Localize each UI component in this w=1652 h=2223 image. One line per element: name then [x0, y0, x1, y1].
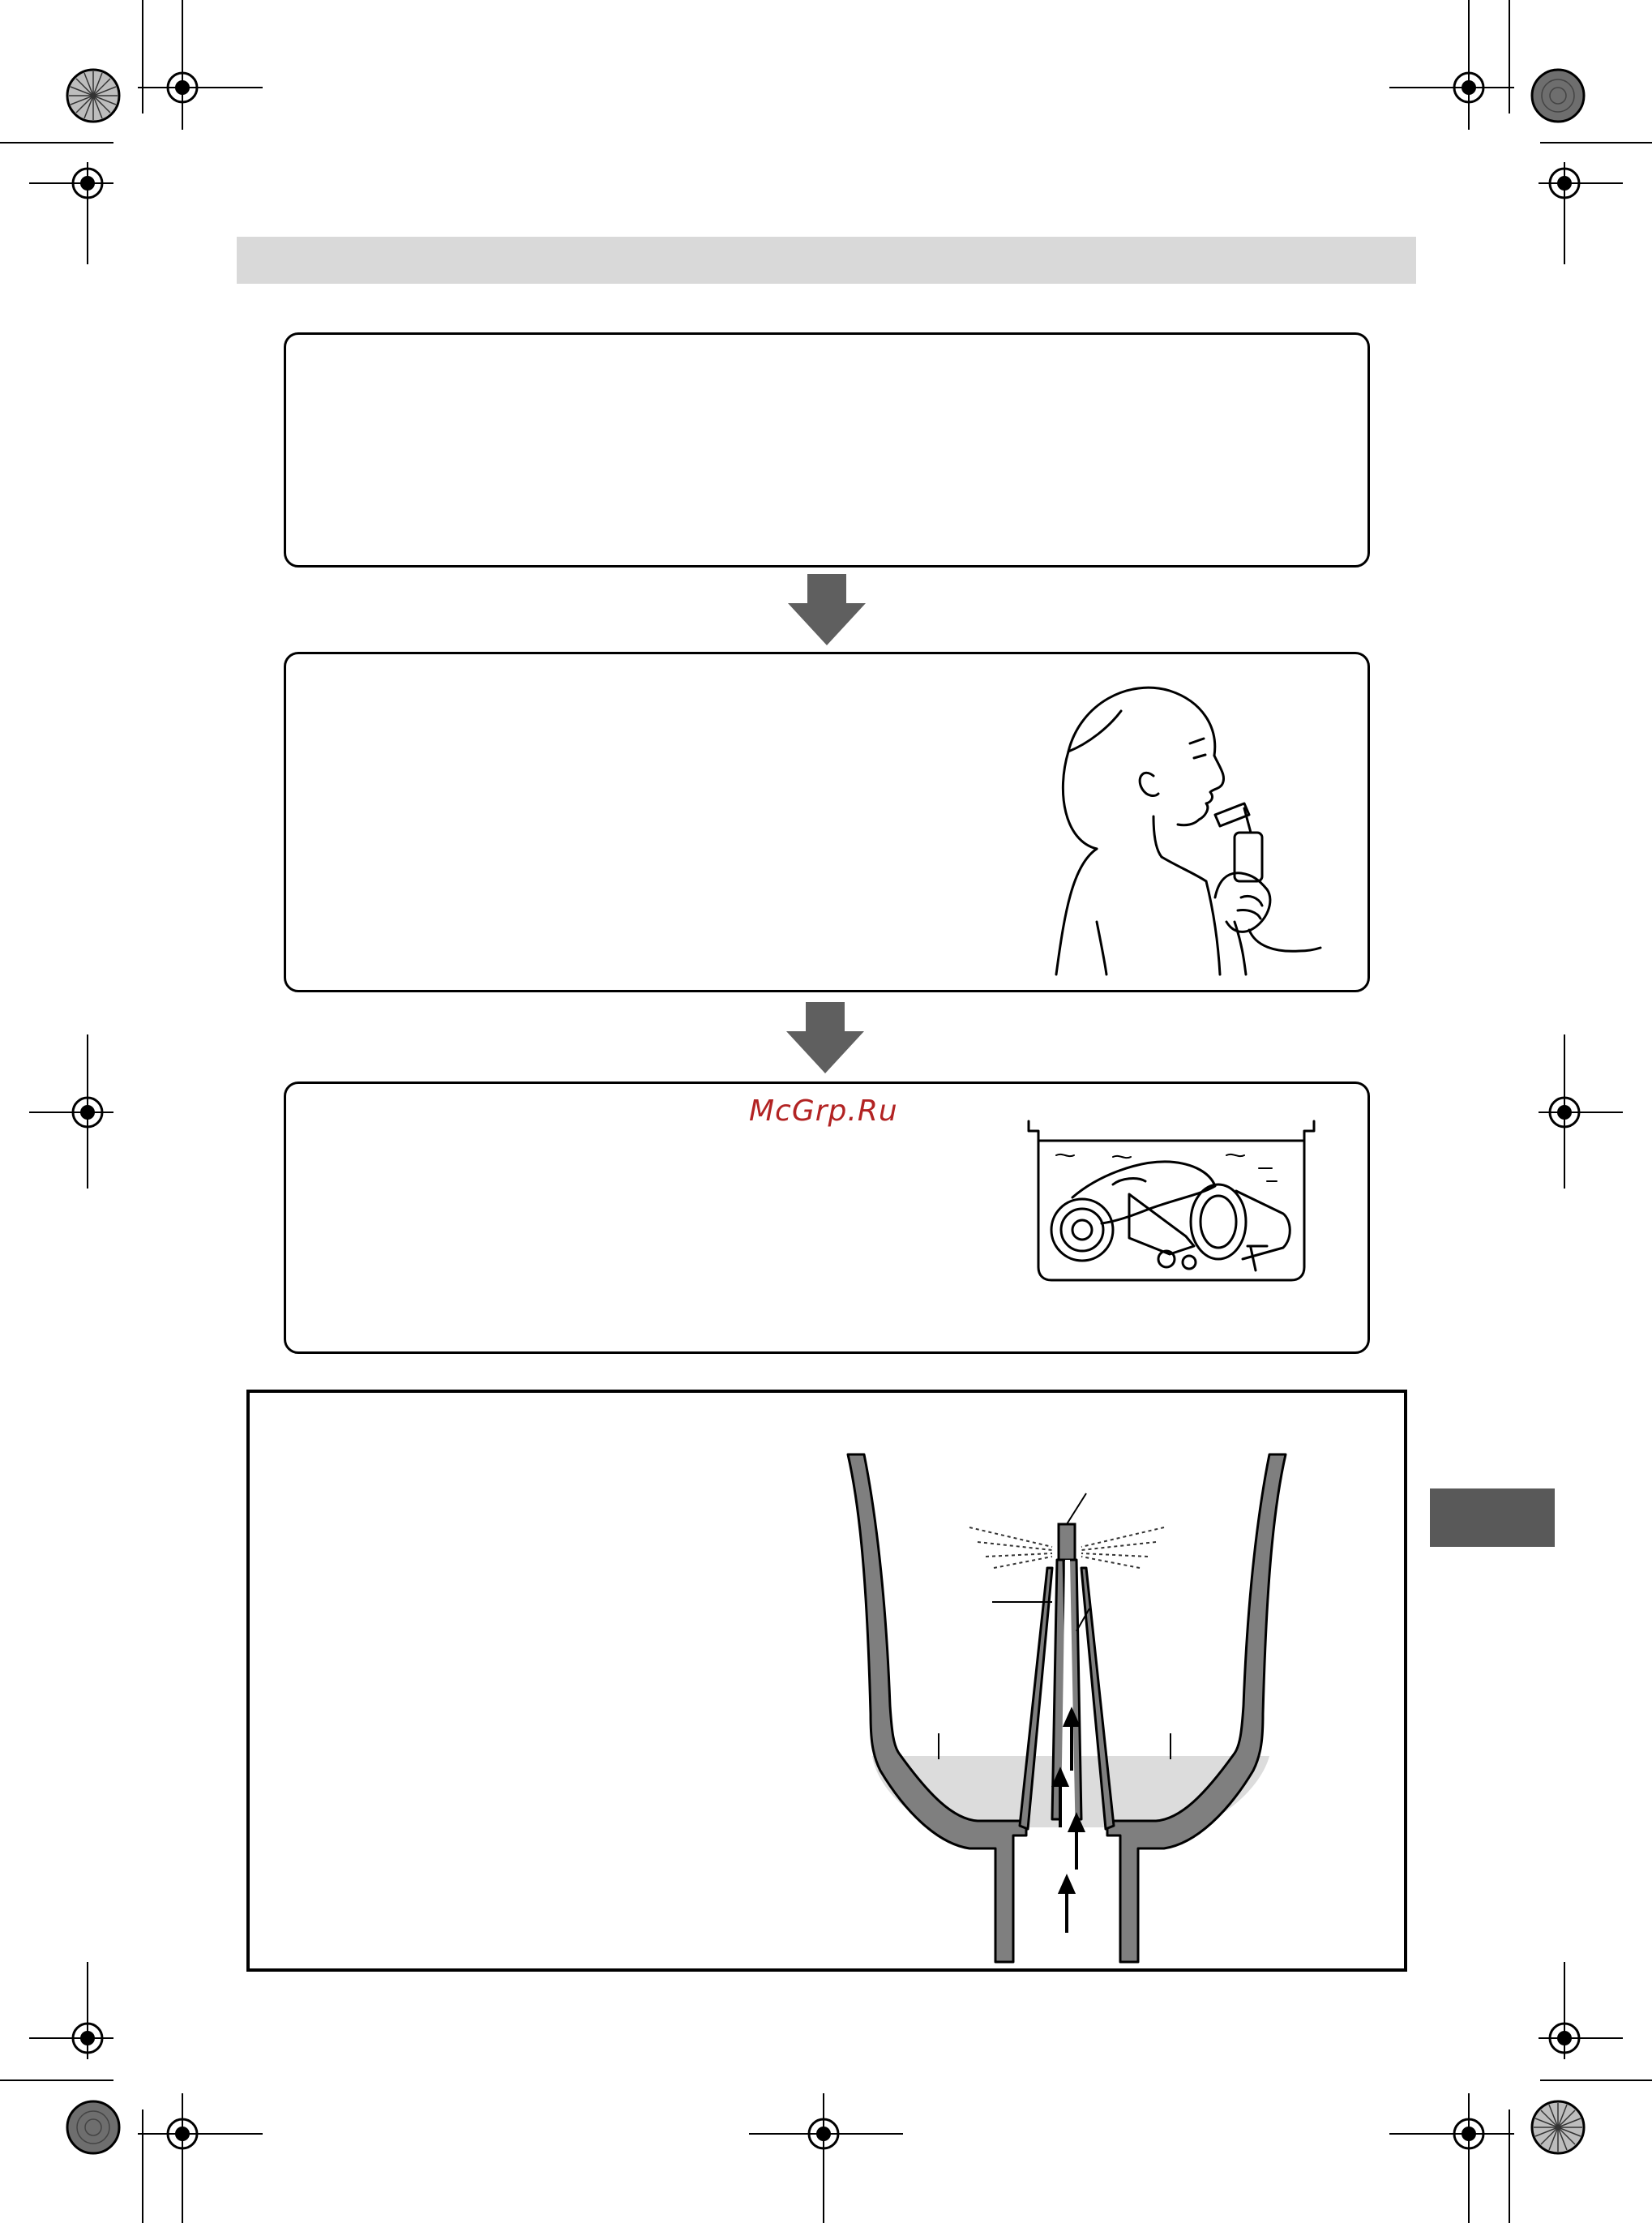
watermark: McGrp.Ru — [749, 1094, 898, 1128]
parts-soaking-in-basin-illustration — [1024, 1116, 1324, 1303]
info-box — [246, 1390, 1407, 1972]
nebulizer-cross-section-diagram — [840, 1446, 1294, 1981]
arrow-down-icon — [786, 1002, 864, 1075]
vent-pipe — [1059, 1524, 1075, 1560]
step-box-1 — [284, 332, 1370, 568]
vessel-wall-right — [1107, 1454, 1286, 1962]
person-using-nebulizer-illustration — [1032, 654, 1324, 979]
vessel-wall-left — [848, 1454, 1026, 1962]
header-band — [237, 237, 1416, 284]
step-box-2 — [284, 652, 1370, 992]
arrow-down-icon — [788, 574, 866, 647]
side-tab — [1430, 1488, 1555, 1547]
